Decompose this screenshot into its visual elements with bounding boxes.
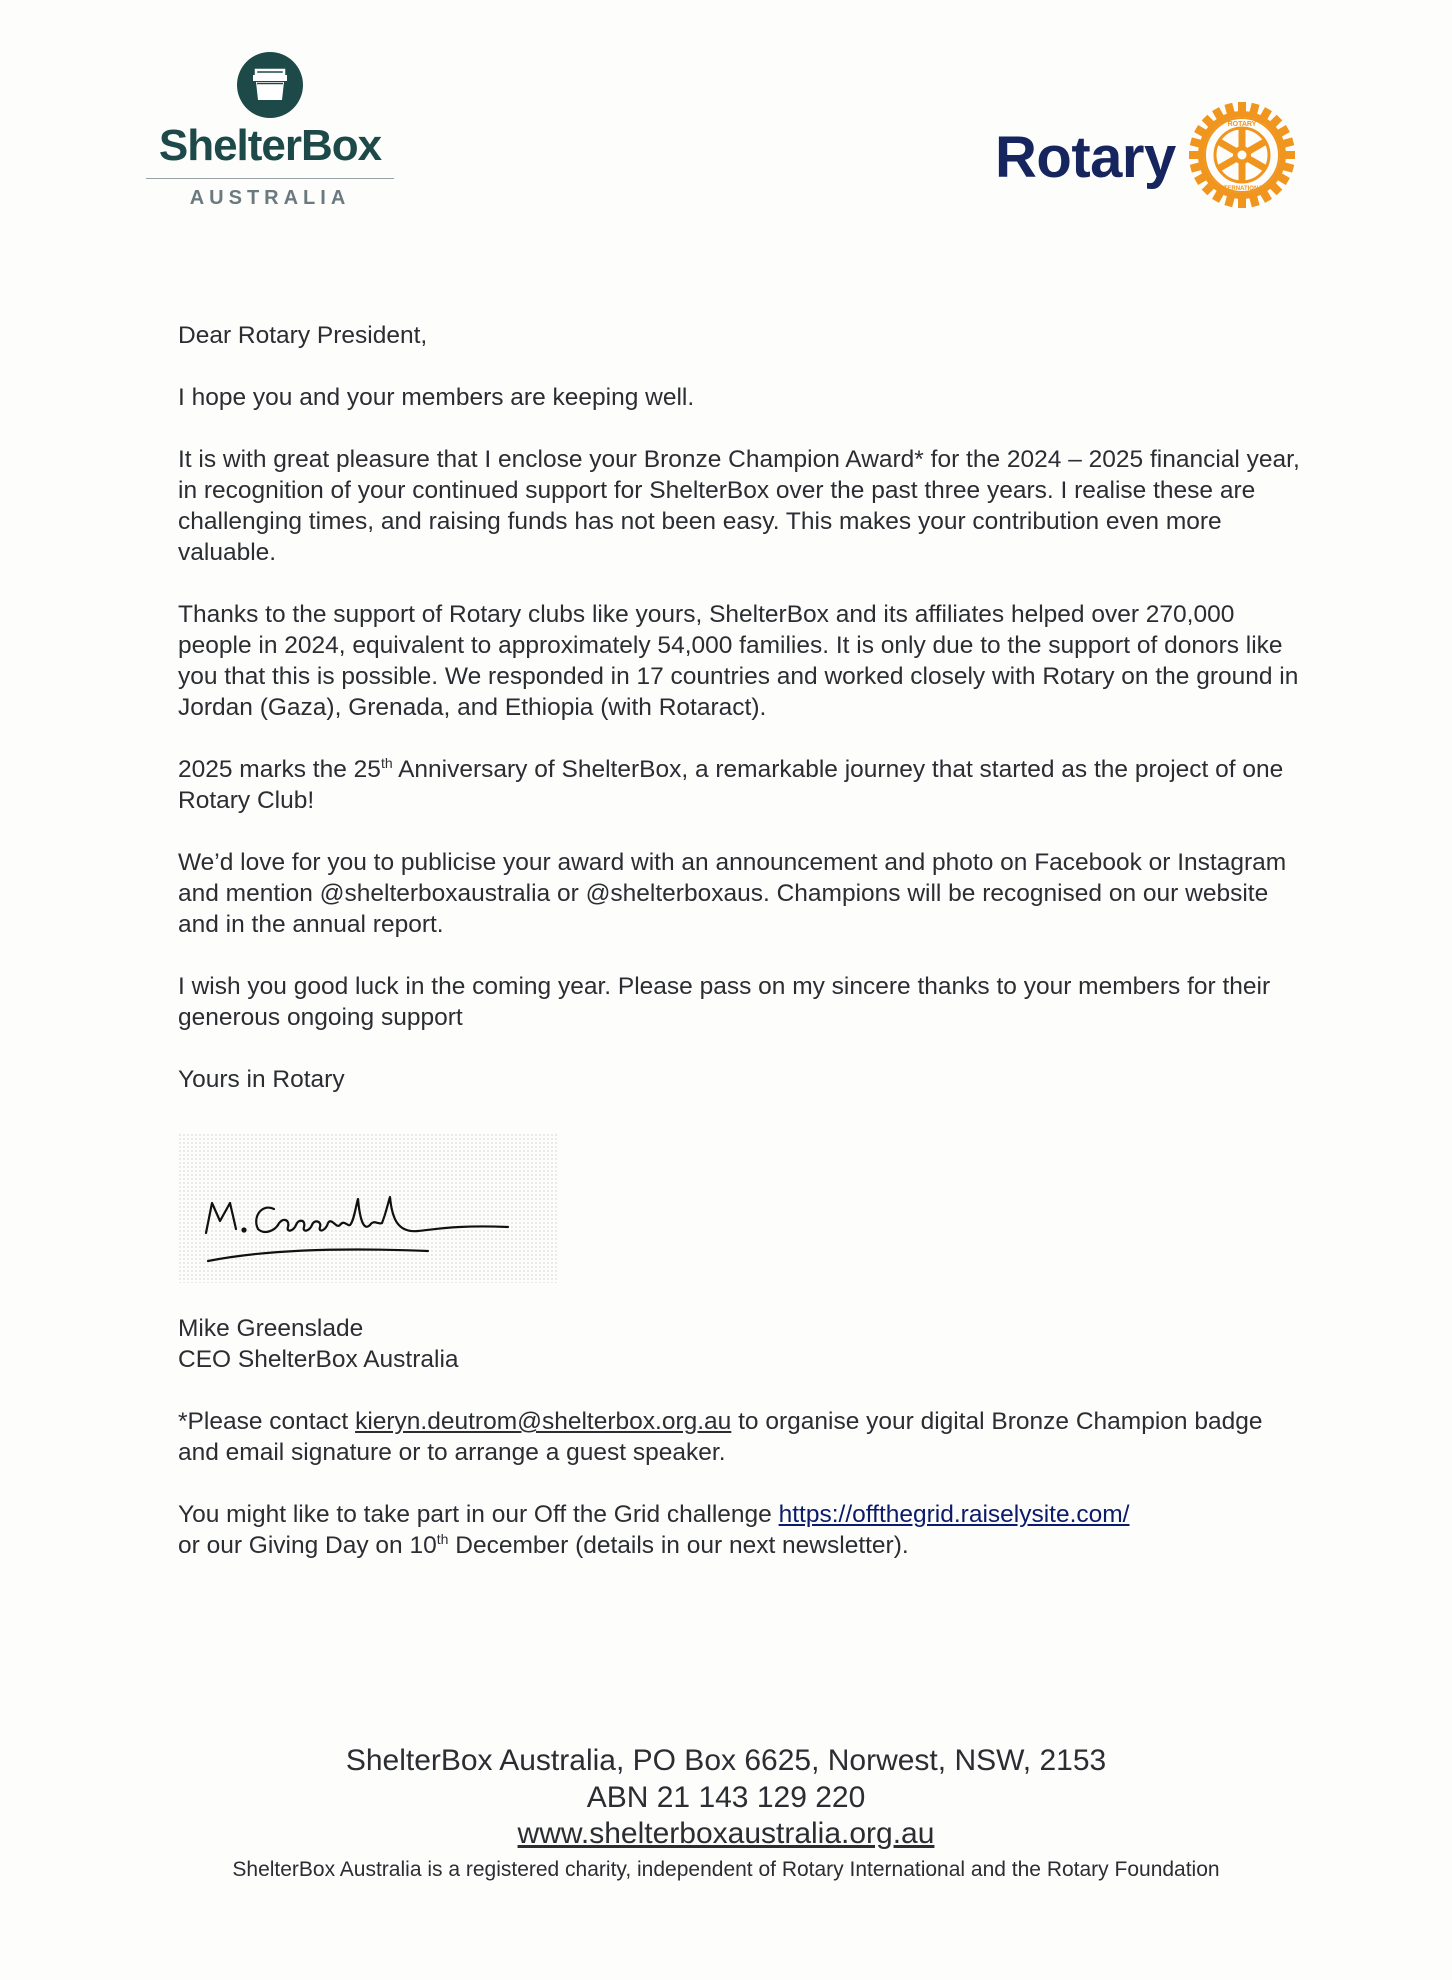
shelterbox-logo [140, 52, 400, 210]
letterhead-footer [100, 1742, 1352, 1884]
shelterbox-wordmark: ShelterBox [158, 121, 382, 170]
footer-charity-note: ShelterBox Australia is a registered charity, independent of Rotary International and the Rotary Foundation [232, 1858, 1220, 1881]
paragraph-greeting: I hope you and your members are keeping well. [178, 384, 695, 411]
shelterbox-country: AUSTRALIA [189, 187, 351, 209]
footer-abn: ABN 21 143 129 220 [586, 1781, 866, 1814]
rotary-wheel-text-bottom: INTERNATIONAL [1217, 186, 1266, 192]
events-note: You might like to take part in our Off the Grid challenge https://offthegrid.raiselysite.com/ or our Giving Day on 10th December (details in our next newsletter). [178, 1501, 1130, 1559]
paragraph-anniversary: 2025 marks the 25th Anniversary of ShelterBox, a remarkable journey that started as the project of one Rotary Club! [178, 754, 1284, 814]
contact-email-link[interactable]: kieryn.deutrom@shelterbox.org.au [355, 1408, 732, 1435]
gear-tooth [1238, 102, 1246, 114]
signoff-block [178, 1313, 459, 1375]
salutation: Dear Rotary President, [178, 322, 428, 349]
letter-body [178, 320, 1308, 1126]
rotary-wheel-text-top: ROTARY [1227, 121, 1257, 128]
gear-tooth [1283, 151, 1295, 159]
signer-title: CEO ShelterBox Australia [178, 1346, 459, 1373]
box-icon [237, 52, 303, 118]
footnotes [178, 1406, 1308, 1592]
logo-divider [146, 178, 394, 179]
signature-image [178, 1133, 558, 1283]
rotary-logo [995, 100, 1298, 215]
gear-tooth [1189, 151, 1201, 159]
signer-name: Mike Greenslade [178, 1315, 364, 1342]
paragraph-publicise: We’d love for you to publicise your award with an announcement and photo on Facebook or Instagram and mention @shelterboxaustralia or @shelterboxaus. Champions will be recognised on our website and in the annual report. [178, 849, 1287, 938]
paragraph-impact: Thanks to the support of Rotary clubs like yours, ShelterBox and its affiliates helped over 270,000 people in 2024, equivalent to approximately 54,000 families. It is only due to the support of donors like you that this is possible. We responded in 17 countries and worked closely with Rotary on the ground in Jordan (Gaza), Grenada, and Ethiopia (with Rotaract). [178, 601, 1299, 721]
rotary-wordmark: Rotary [995, 125, 1176, 190]
off-the-grid-link[interactable]: https://offthegrid.raiselysite.com/ [778, 1501, 1130, 1528]
contact-note: *Please contact kieryn.deutrom@shelterbox.org.au to organise your digital Bronze Champion badge and email signature or to arrange a guest speaker. [178, 1408, 1263, 1466]
paragraph-award: It is with great pleasure that I enclose your Bronze Champion Award* for the 2024 – 2025 financial year, in recognition of your continued support for ShelterBox over the past three years. I realise these are challenging times, and raising funds has not been easy. This makes your contribution even more valuable. [178, 446, 1300, 566]
paragraph-thanks: I wish you good luck in the coming year. Please pass on my sincere thanks to your members for their generous ongoing support [178, 973, 1271, 1031]
closing: Yours in Rotary [178, 1066, 345, 1093]
gear-tooth [1238, 196, 1246, 208]
footer-address: ShelterBox Australia, PO Box 6625, Norwest, NSW, 2153 [345, 1744, 1107, 1777]
footer-website-link[interactable]: www.shelterboxaustralia.org.au [517, 1817, 935, 1850]
rotary-wheel-icon [1186, 99, 1298, 216]
